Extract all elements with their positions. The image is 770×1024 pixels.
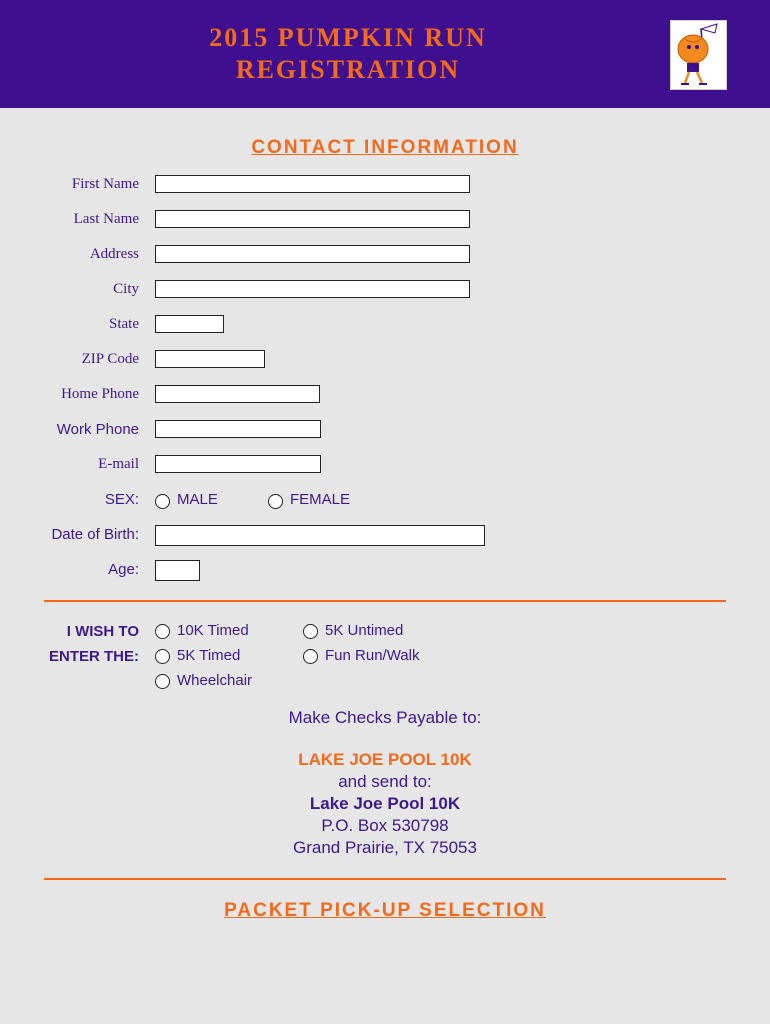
packet-pickup-section-title: PACKET PICK-UP SELECTION <box>224 900 546 921</box>
city-field[interactable] <box>155 280 470 298</box>
event-10k-timed-radio[interactable] <box>155 624 170 639</box>
mailing-city-state-zip: Grand Prairie, TX 75053 <box>293 838 477 857</box>
state-label: State <box>109 316 139 332</box>
zip-code-field[interactable] <box>155 350 265 368</box>
first-name-label: First Name <box>71 176 139 192</box>
work-phone-field[interactable] <box>155 420 321 438</box>
payee-name: LAKE JOE POOL 10K <box>298 750 472 769</box>
date-of-birth-field[interactable] <box>155 525 485 546</box>
event-5k-untimed-label: 5K Untimed <box>325 622 404 639</box>
email-field[interactable] <box>155 455 321 473</box>
event-wheelchair-radio[interactable] <box>155 674 170 689</box>
event-fun-run-walk-radio[interactable] <box>303 649 318 664</box>
sex-female-radio[interactable] <box>268 494 283 509</box>
event-choice-label <box>0 619 139 669</box>
sex-male-radio[interactable] <box>155 494 170 509</box>
home-phone-label: Home Phone <box>61 386 139 402</box>
last-name-label: Last Name <box>73 211 139 227</box>
home-phone-field[interactable] <box>155 385 320 403</box>
mailing-org-name: Lake Joe Pool 10K <box>309 794 461 813</box>
event-5k-timed-label: 5K Timed <box>177 647 241 664</box>
send-to-text: and send to: <box>338 772 432 791</box>
pumpkin-mascot-logo <box>670 20 727 90</box>
contact-section-title: CONTACT INFORMATION <box>251 137 519 158</box>
date-of-birth-label: Date of Birth: <box>51 526 139 543</box>
mailing-po-box: P.O. Box 530798 <box>321 816 449 835</box>
event-fun-run-walk-label: Fun Run/Walk <box>325 647 420 664</box>
work-phone-label: Work Phone <box>56 421 139 438</box>
first-name-field[interactable] <box>155 175 470 193</box>
age-field[interactable] <box>155 560 200 581</box>
section-divider <box>44 878 726 880</box>
age-label: Age: <box>108 561 139 578</box>
email-label: E-mail <box>98 456 139 472</box>
state-field[interactable] <box>155 315 224 333</box>
sex-female-label: FEMALE <box>290 491 351 508</box>
city-label: City <box>113 281 139 297</box>
page-header <box>0 0 770 108</box>
section-divider <box>44 600 726 602</box>
checks-payable-text: Make Checks Payable to: <box>288 708 482 727</box>
event-5k-untimed-radio[interactable] <box>303 624 318 639</box>
zip-code-label: ZIP Code <box>81 351 139 367</box>
form-title <box>0 22 696 86</box>
sex-male-label: MALE <box>177 491 218 508</box>
event-wheelchair-label: Wheelchair <box>177 672 253 689</box>
title-line-2: REGISTRATION <box>235 55 461 84</box>
event-choice-label-line-1: I WISH TO <box>66 623 139 640</box>
event-5k-timed-radio[interactable] <box>155 649 170 664</box>
last-name-field[interactable] <box>155 210 470 228</box>
address-label: Address <box>89 246 139 262</box>
event-choice-label-line-2: ENTER THE: <box>49 648 139 665</box>
address-field[interactable] <box>155 245 470 263</box>
event-10k-timed-label: 10K Timed <box>177 622 249 639</box>
sex-label: SEX: <box>104 491 139 508</box>
title-line-1: 2015 PUMPKIN RUN <box>209 23 487 52</box>
